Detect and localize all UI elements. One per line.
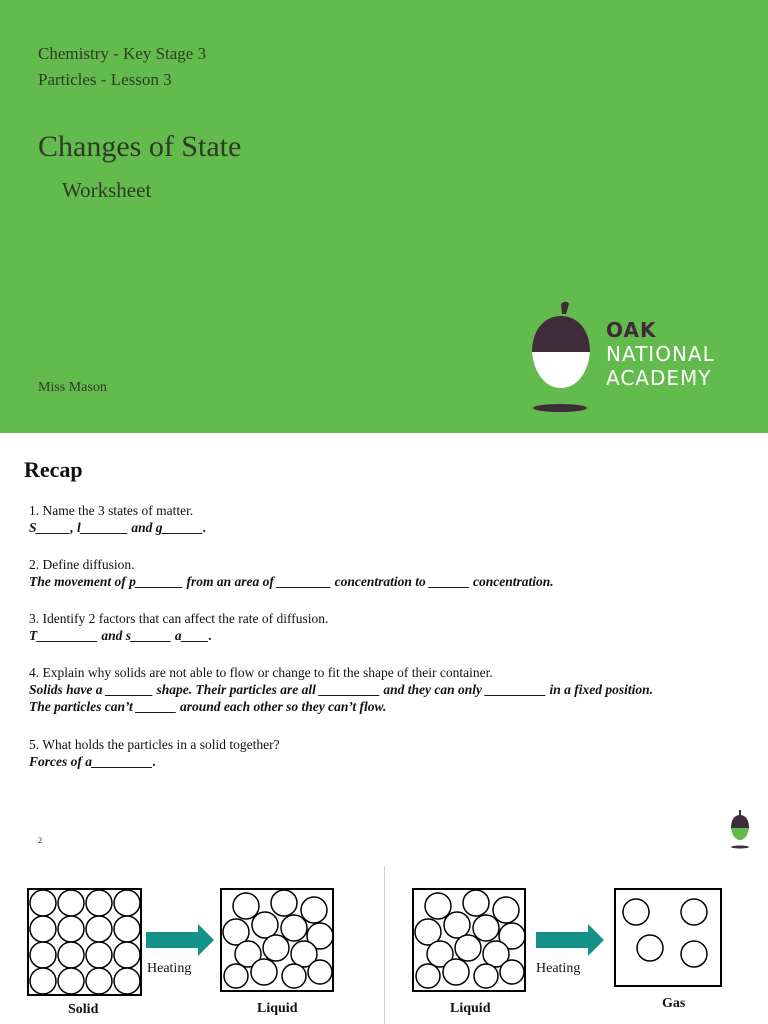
page-number: 2 xyxy=(38,836,42,845)
state-label-gas: Gas xyxy=(662,996,686,1011)
lesson-line: Particles - Lesson 3 xyxy=(38,70,172,89)
question-prompt: 2. Define diffusion. xyxy=(29,557,135,572)
logo-line-oak: OAK xyxy=(606,318,657,342)
question-prompt: 5. What holds the particles in a solid together? xyxy=(29,737,280,752)
liquid-particles-box-left xyxy=(220,888,334,992)
logo-wordmark xyxy=(606,318,715,390)
solid-particles xyxy=(29,890,140,994)
mini-acorn-icon xyxy=(729,808,751,850)
question-prompt: 4. Explain why solids are not able to flow or change to fit the shape of their container. xyxy=(29,665,493,680)
recap-heading: Recap xyxy=(24,457,83,482)
page-title: Changes of State xyxy=(38,130,242,163)
cover-banner xyxy=(0,0,768,433)
question-5 xyxy=(29,736,280,770)
heating-arrow-right xyxy=(536,922,606,958)
question-answer: Solids have a _______ shape. Their particles are all _________ and they can only _________ in a fixed position. xyxy=(29,682,654,697)
diagram-divider xyxy=(384,866,385,1024)
heating-label-right: Heating xyxy=(536,961,581,976)
gas-particles-box xyxy=(614,888,722,987)
liquid-particles-left xyxy=(222,890,332,990)
liquid-particles-right xyxy=(414,890,524,990)
logo-line-academy: ACADEMY xyxy=(606,366,712,390)
question-answer-line-2: The particles can’t ______ around each other so they can’t flow. xyxy=(29,699,387,714)
solid-particles-box xyxy=(27,888,142,996)
state-label-liquid-left: Liquid xyxy=(257,1001,298,1016)
state-label-liquid-right: Liquid xyxy=(450,1001,491,1016)
question-answer: The movement of p_______ from an area of ________ concentration to ______ concentration. xyxy=(29,574,554,589)
question-1 xyxy=(29,502,206,536)
gas-particles xyxy=(616,890,720,985)
acorn-icon xyxy=(526,300,596,415)
liquid-particles-box-right xyxy=(412,888,526,992)
question-prompt: 1. Name the 3 states of matter. xyxy=(29,503,194,518)
question-3 xyxy=(29,610,328,644)
question-2 xyxy=(29,556,554,590)
author-name: Miss Mason xyxy=(38,380,107,395)
question-answer: Forces of a_________. xyxy=(29,754,157,769)
state-label-solid: Solid xyxy=(68,1002,99,1017)
page-subtitle: Worksheet xyxy=(62,178,152,202)
subject-line: Chemistry - Key Stage 3 xyxy=(38,44,207,63)
question-prompt: 3. Identify 2 factors that can affect the rate of diffusion. xyxy=(29,611,329,626)
heating-arrow-left xyxy=(146,922,216,958)
logo-line-national: NATIONAL xyxy=(606,342,715,366)
heating-label-left: Heating xyxy=(147,961,192,976)
oak-national-academy-logo xyxy=(526,300,746,420)
question-answer: S_____, l_______ and g______. xyxy=(29,520,207,535)
question-answer: T_________ and s______ a____. xyxy=(29,628,213,643)
question-4 xyxy=(29,664,653,715)
